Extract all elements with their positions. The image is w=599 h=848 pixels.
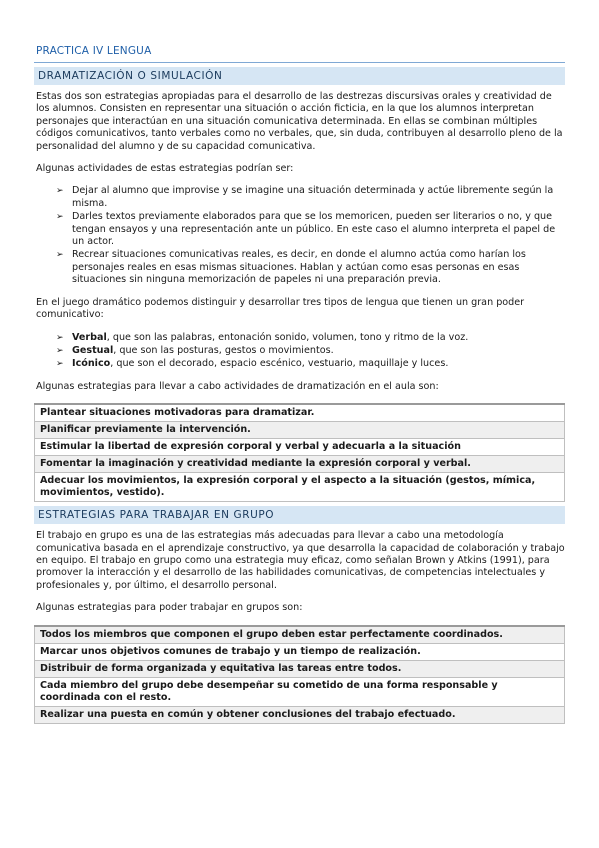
table-cell: Todos los miembros que componen el grupo deben estar perfectamente coordinados. [35,626,565,644]
section-heading-grupo: ESTRATEGIAS PARA TRABAJAR EN GRUPO [34,506,565,524]
table-cell: Adecuar los movimientos, la expresión corporal y el aspecto a la situación (gestos, mímica, movimientos, vestido). [35,473,565,502]
table-row [35,660,565,677]
table-row [35,706,565,723]
group-strategies-table [34,625,565,724]
dramatization-strategies-table [34,403,565,502]
term: Verbal [72,331,107,343]
list-item [56,345,565,357]
arrow-bullet-icon: ➢ [56,250,64,261]
table-cell: Distribuir de forma organizada y equitativa las tareas entre todos. [35,660,565,677]
term: Icónico [72,358,111,370]
arrow-bullet-icon: ➢ [56,212,64,223]
term-description: , que son las posturas, gestos o movimientos. [113,344,334,356]
list-item-text: Dejar al alumno que improvise y se imagine una situación determinada y actúe libremente según la misma. [72,185,554,209]
table-cell: Realizar una puesta en común y obtener conclusiones del trabajo efectuado. [35,706,565,723]
table-cell: Estimular la libertad de expresión corporal y verbal y adecuarla a la situación [35,439,565,456]
list-item-text: Darles textos previamente elaborados para que se los memoricen, pueden ser literarios o no, y que tengan ensayos y una representación ante un público. En este caso el alumno interpreta el papel de un actor. [72,211,556,248]
arrow-bullet-icon: ➢ [56,345,64,356]
arrow-bullet-icon: ➢ [56,359,64,370]
language-types-list [34,332,565,371]
table-cell: Cada miembro del grupo debe desempeñar su cometido de una forma responsable y coordinada con el resto. [35,677,565,706]
paragraph-group-intro: El trabajo en grupo es una de las estrategias más adecuadas para llevar a cabo una metodología comunicativa basada en el aprendizaje constructivo, ya que desarrolla la capacidad de colaboración y trabajo en equipo. El trabajo en grupo como una estrategia muy eficaz, como señalan Brown y Atkins (1991), para promover la interacción y el desarrollo de las habilidades comunicativas, de competencias intelectuales y profesionales y, por último, el desarrollo personal. [36,530,565,591]
table-row [35,626,565,644]
table-row [35,404,565,422]
term-description: , que son el decorado, espacio escénico, vestuario, maquillaje y luces. [110,358,449,370]
table-cell: Planificar previamente la intervención. [35,422,565,439]
table-row [35,643,565,660]
paragraph-group-strategies-lead: Algunas estrategias para poder trabajar en grupos son: [36,602,303,614]
list-item [56,211,565,248]
activities-list [34,185,565,286]
arrow-bullet-icon: ➢ [56,332,64,343]
table-cell: Plantear situaciones motivadoras para dramatizar. [35,404,565,422]
list-item-text: Recrear situaciones comunicativas reales, es decir, en donde el alumno actúa como harían los personajes reales en esas mismas situaciones. Hablan y actúan como esas personas en esas situaciones sin ninguna memorización de papeles ni una preparación previa. [72,249,526,286]
document-title: PRACTICA IV LENGUA [36,45,152,57]
table-row [35,473,565,502]
term-description: , que son las palabras, entonación sonido, volumen, tono y ritmo de la voz. [106,331,469,343]
title-divider [34,62,565,63]
paragraph-intro: Estas dos son estrategias apropiadas para el desarrollo de las destrezas discursivas orales y creatividad de los alumnos. Consisten en representar una situación o acción ficticia, en la que los alumnos interpretan personajes que interactúan en una situación comunicativa determinada. En ellas se combinan múltiples códigos comunicativos, tanto verbales como no verbales, que, sin duda, contribuyen al desarrollo pleno de la personalidad del alumno y de su capacidad comunicativa. [36,91,563,152]
table-cell: Marcar unos objetivos comunes de trabajo y un tiempo de realización. [35,643,565,660]
term: Gestual [72,344,114,356]
paragraph-activities-lead: Algunas actividades de estas estrategias podrían ser: [36,163,294,175]
paragraph-language-lead: En el juego dramático podemos distinguir y desarrollar tres tipos de lengua que tienen un gran poder comunicativo: [36,296,525,321]
table-row [35,439,565,456]
list-item [56,332,565,344]
table-row [35,422,565,439]
arrow-bullet-icon: ➢ [56,186,64,197]
section-heading-dramatizacion: DRAMATIZACIÓN O SIMULACIÓN [34,67,565,85]
list-item [56,185,565,210]
list-item [56,358,565,370]
list-item [56,249,565,286]
paragraph-strategies-lead: Algunas estrategias para llevar a cabo actividades de dramatización en el aula son: [36,380,439,392]
table-row [35,677,565,706]
table-row [35,456,565,473]
table-cell: Fomentar la imaginación y creatividad mediante la expresión corporal y verbal. [35,456,565,473]
